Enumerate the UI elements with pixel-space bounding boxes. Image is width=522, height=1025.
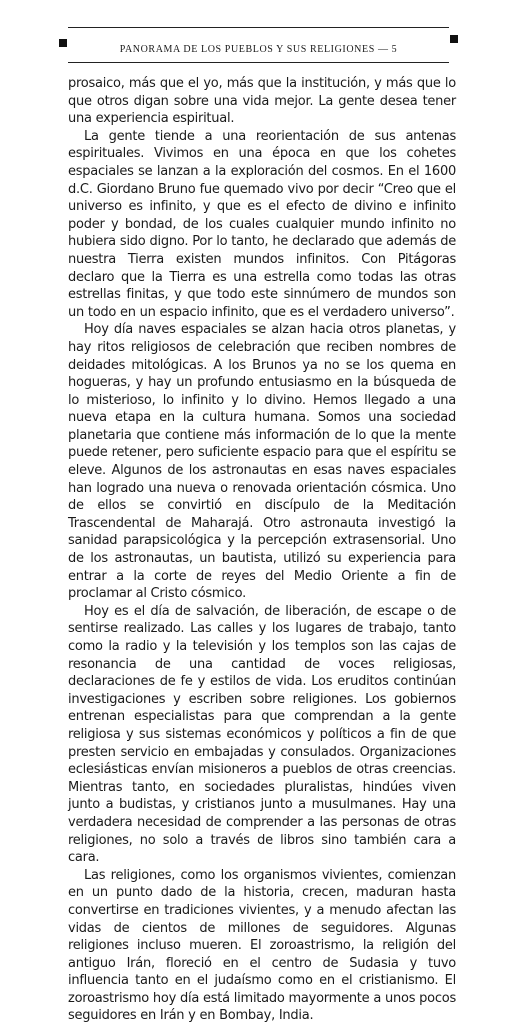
header-rule-top — [68, 27, 449, 28]
body-text — [68, 75, 456, 1025]
paragraph-living-religions: Las religiones, como los organismos vivientes, comienzan en un punto dado de la historia, crecen, maduran hasta convertirse en tradiciones vivientes, y a menudo afectan las vidas de cientos de millones de seguidores. Algunas religiones incluso mueren. El zoroastrismo, la religión del antiguo Irán, floreció en el centro de Sudasia y tuvo influencia tanto en el judaísmo como en el cristianismo. El zoroastrismo hoy día está limitado mayormente a unos pocos seguidores en Irán y en Bombay, India. — [68, 867, 456, 1024]
paragraph-spiritual-reorientation: La gente tiende a una reorientación de sus antenas espirituales. Vivimos en una época en que los cohetes espaciales se lanzan a la exploración del cosmos. En el 1600 d.C. Giordano Bruno fue quemado vivo por decir “Creo que el universo es infinito, y que es el efecto de divino e infinito poder y bondad, de los cuales cualquier mundo infinito no hubiera sido digno. Por lo tanto, he declarado que además de nuestra Tierra existen mundos infinitos. Con Pitágoras declaro que la Tierra es una estrella como todas las otras estrellas finitas, y que todo este sinnúmero de mundos son un todo en un espacio infinito, que es el verdadero universo”. — [68, 128, 456, 320]
paragraph-space-age: Hoy día naves espaciales se alzan hacia otros planetas, y hay ritos religiosos de celebración que reciben nombres de deidades mitológicas. A los Brunos ya no se los quema en hogueras, y hay un profundo entusiasmo en la búsqueda de lo misterioso, lo infinito y lo divino. Hemos llegado a una nueva etapa en la cultura humana. Somos una sociedad planetaria que contiene más información de lo que la mente puede retener, pero suficiente espacio para que el espíritu se eleve. Algunos de los astronautas en esas naves espaciales han logrado una nueva o renovada orientación cósmica. Uno de ellos se convirtió en discípulo de la Meditación Trascendental de Maharajá. Otro astronauta investigó la sanidad parapsicológica y la percepción extrasensorial. Uno de los astronautas, un bautista, utilizó su experiencia para entrar a la corte de reyes del Medio Oriente a fin de proclamar al Cristo cósmico. — [68, 322, 456, 602]
paragraph-day-of-salvation: Hoy es el día de salvación, de liberación, de escape o de sentirse realizado. Las calles y los lugares de trabajo, tanto como la radio y la televisión y los templos son las cajas de resonancia de una cantidad de voces religiosas, declaraciones de fe y estilos de vida. Los eruditos continúan investigaciones y escriben sobre religiones. Los gobiernos entrenan especialistas para que comprendan a la gente religiosa y sus sistemas económicos y políticos a fin de que presten servicio en embajadas y consulados. Organizaciones eclesiásticas envían misioneros a pueblos de otras creencias. Mientras tanto, en sociedades pluralistas, hindúes viven junto a budistas, y cristianos junto a musulmanes. Hay una verdadera necesidad de comprender a las personas de otras religiones, no solo a través de libros sino también cara a cara. — [68, 603, 456, 866]
header-rule-bottom — [68, 62, 449, 63]
print-registration-mark-left — [59, 39, 67, 47]
print-registration-mark-right — [450, 35, 458, 43]
running-head: PANORAMA DE LOS PUEBLOS Y SUS RELIGIONES — 5 — [119, 44, 398, 55]
paragraph-continuation: prosaico, más que el yo, más que la institución, y más que lo que otros digan sobre una vida mejor. La gente desea tener una experiencia espiritual. — [68, 76, 456, 127]
